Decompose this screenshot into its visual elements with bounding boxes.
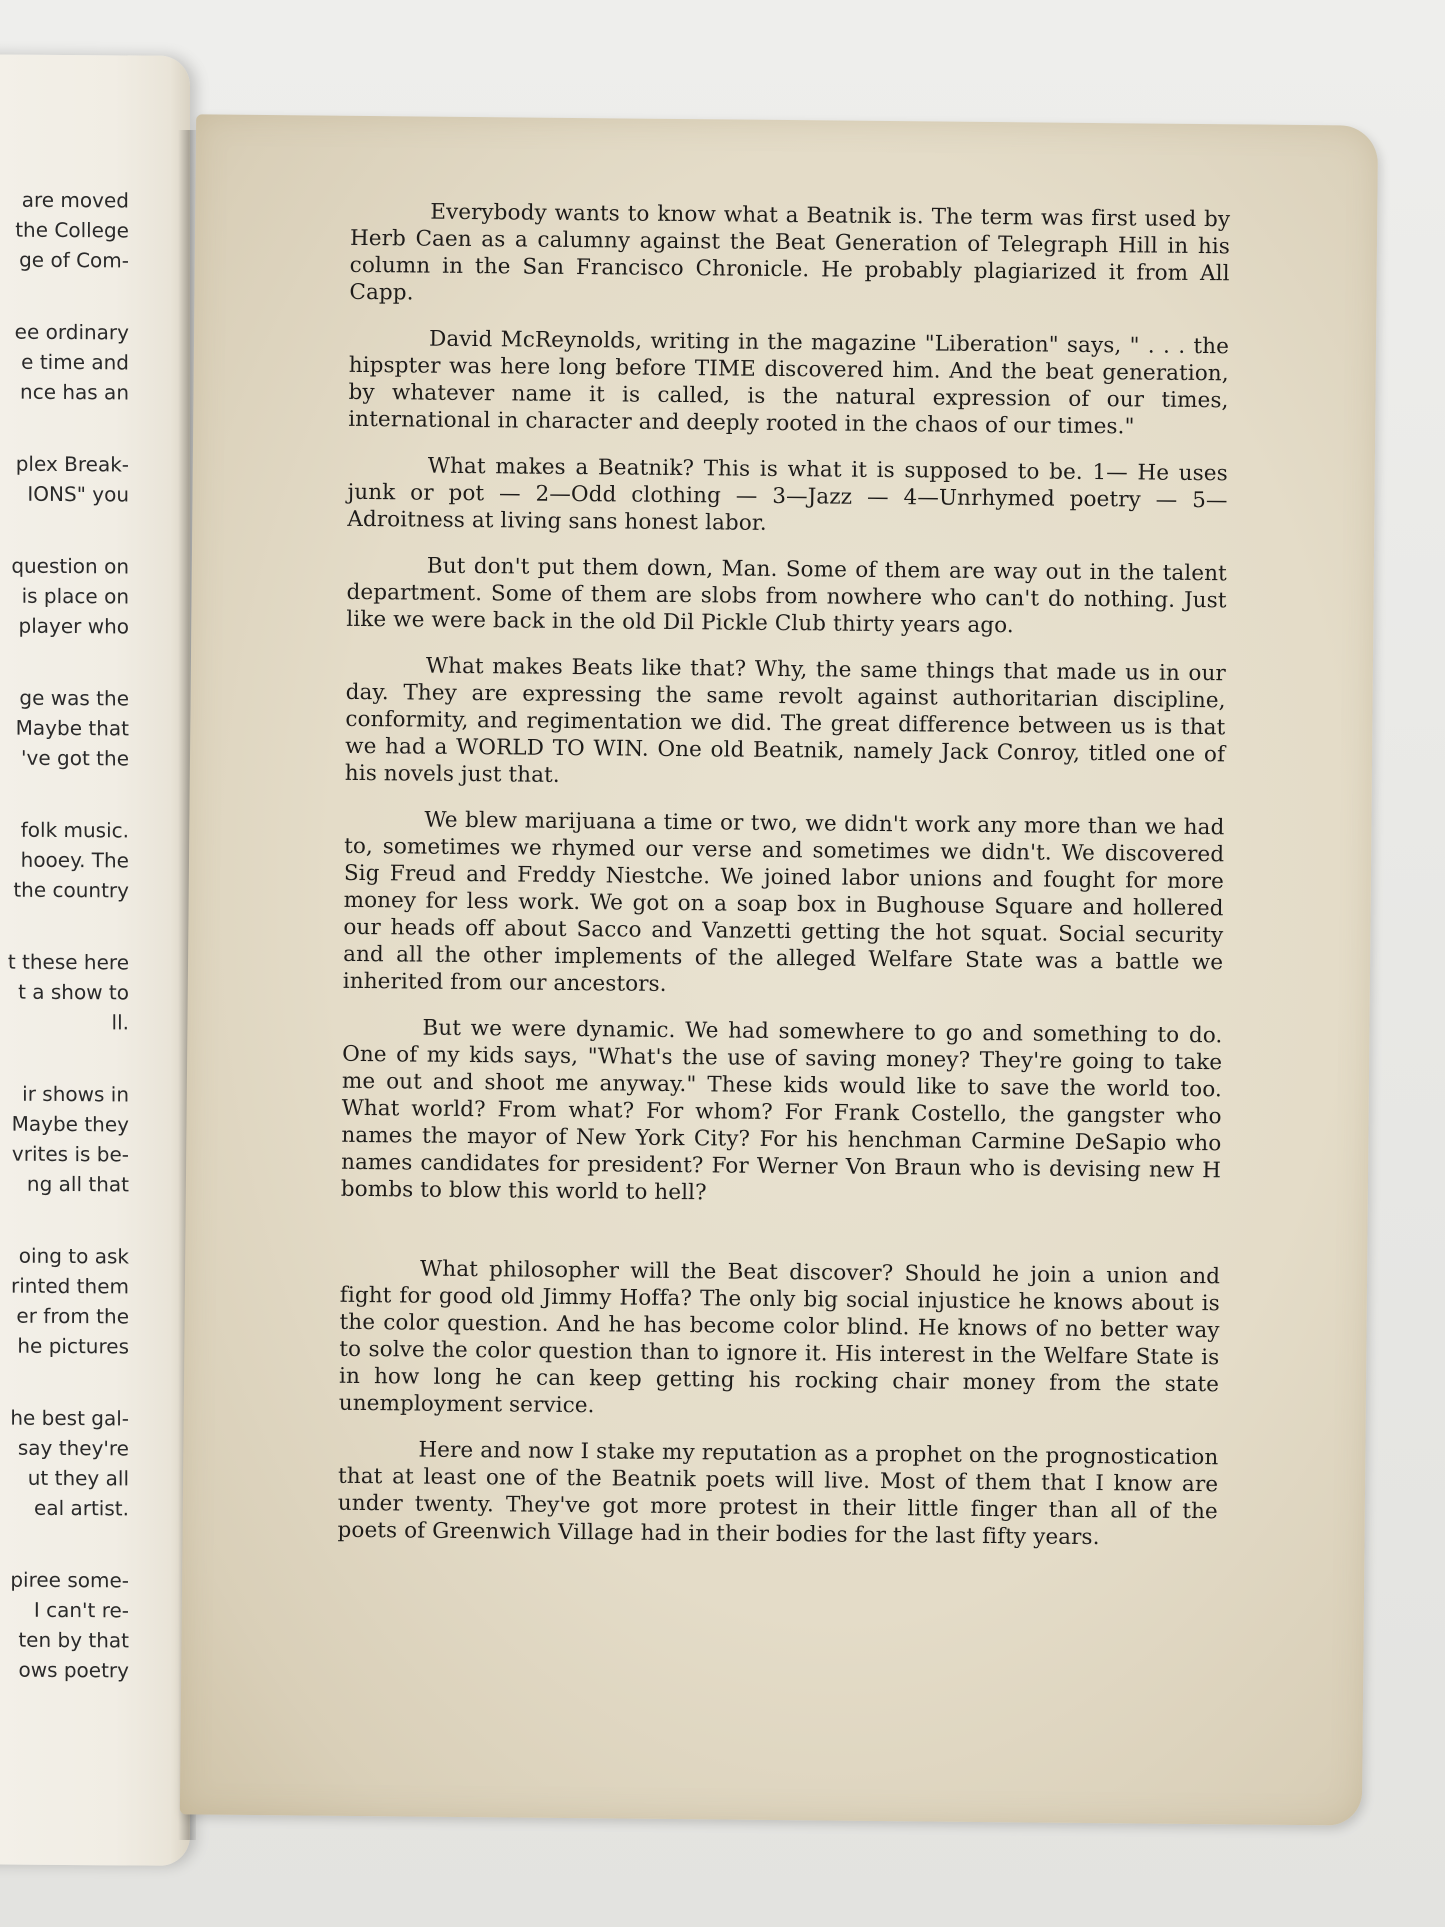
left-page-line: ll. bbox=[111, 1010, 129, 1035]
left-page-line: ee ordinary bbox=[14, 319, 129, 345]
left-page-gap bbox=[0, 1037, 190, 1080]
left-page-line: say they're bbox=[17, 1435, 129, 1461]
left-page-gap bbox=[0, 1523, 190, 1566]
left-page-line: ir shows in bbox=[22, 1081, 129, 1107]
left-page-line: ge of Com- bbox=[19, 247, 129, 273]
left-page-line: Maybe they bbox=[11, 1111, 129, 1137]
left-page-line: are moved bbox=[21, 187, 129, 213]
left-page-line: rinted them bbox=[11, 1273, 129, 1299]
left-page-line: er from the bbox=[16, 1303, 129, 1329]
paragraph: David McReynolds, writing in the magazine "Liberation" says, " . . . the hipspter was here long before TIME discovered him. And the beat generation, by whatever name it is called, is the natural expression of our times, international in character and deeply rooted in the chaos of our times." bbox=[348, 326, 1230, 440]
left-page-line: piree some- bbox=[10, 1567, 129, 1593]
paragraph: Everybody wants to know what a Beatnik is. The term was first used by Herb Caen as a calumny against the Beat Generation of Telegraph Hill in his column in the San Francisco Chronicle. He probably plagiarized it from All Capp. bbox=[349, 199, 1231, 306]
left-page-line: ten by that bbox=[18, 1627, 129, 1653]
left-page-line: hooey. The bbox=[20, 847, 129, 873]
left-page bbox=[0, 54, 190, 1866]
paragraph: What philosopher will the Beat discover? Should he join a union and fight for good old Jimmy Hoffa? The only big social injustice he knows about is the color question. And he has become color blind. He knows of no better way to solve the color question than to ignore it. His interest in the Welfare State is in how long he can keep getting his rocking chair money from the state unemployment service. bbox=[338, 1256, 1221, 1419]
left-page-line: folk music. bbox=[20, 817, 129, 843]
left-page-line: e time and bbox=[21, 349, 129, 375]
article-body bbox=[337, 198, 1230, 1571]
left-page-line: IONS" you bbox=[27, 481, 129, 507]
left-page-line: player who bbox=[18, 613, 129, 639]
left-page-line: t these here bbox=[7, 949, 129, 975]
left-page-line: eal artist. bbox=[34, 1495, 129, 1521]
left-page-line: plex Break- bbox=[15, 451, 129, 477]
paragraph: But we were dynamic. We had somewhere to go and something to do. One of my kids says, "What's the use of saving money? They're going to take me out and shoot me anyway." These kids would like to save the world too. What world? From what? For whom? For Frank Costello, the gangster who names the mayor of New York City? For his henchman Carmine DeSapio who names candidates for president? For Werner Von Braun who is devising new H bombs to blow this world to hell? bbox=[340, 1015, 1223, 1206]
left-page-gap bbox=[0, 773, 190, 816]
left-page-line: 've got the bbox=[21, 745, 129, 771]
left-page-gap bbox=[0, 905, 190, 948]
left-page-text bbox=[0, 185, 190, 1686]
left-page-line: Maybe that bbox=[15, 715, 129, 741]
left-page-gap bbox=[0, 641, 190, 684]
paragraph: But don't put them down, Man. Some of them are way out in the talent department. Some of them are slobs from nowhere who can't do nothing. Just like we were back in the old Dil Pickle Club thirty years ago. bbox=[346, 553, 1227, 639]
left-page-line: vrites is be- bbox=[11, 1141, 129, 1167]
left-page-line: I can't re- bbox=[33, 1597, 129, 1623]
left-page-gap bbox=[0, 1361, 190, 1404]
left-page-line: ng all that bbox=[26, 1171, 129, 1197]
left-page-line: t a show to bbox=[18, 979, 129, 1005]
left-page-line: oing to ask bbox=[18, 1243, 129, 1269]
paragraph: What makes Beats like that? Why, the same things that made us in our day. They are expressing the same revolt against authoritarian discipline, conformity, and regimentation we did. The great difference between us is that we had a WORLD TO WIN. One old Beatnik, namely Jack Conroy, titled one of his novels just that. bbox=[344, 653, 1226, 788]
left-page-gap bbox=[0, 275, 190, 318]
left-page-line: the country bbox=[13, 877, 129, 903]
left-page-line: nce has an bbox=[20, 379, 129, 405]
left-page-gap bbox=[0, 1199, 190, 1242]
left-page-line: ows poetry bbox=[18, 1657, 129, 1683]
left-page-gap bbox=[0, 509, 190, 552]
paragraph: Here and now I stake my reputation as a prophet on the prognostication that at least one of the Beatnik poets will live. Most of them that I know are under twenty. They've got more protest in their little finger than all of the poets of Greenwich Village had in their bodies for the last fifty years. bbox=[337, 1437, 1219, 1551]
left-page-line: he best gal- bbox=[10, 1405, 129, 1431]
left-page-line: is place on bbox=[21, 583, 129, 609]
paragraph: We blew marijuana a time or two, we didn't work any more than we had to, sometimes we rhymed our verse and sometimes we didn't. We discovered Sig Freud and Freddy Niestche. We joined labor unions and fought for more money for less work. We got on a soap box in Bughouse Square and hollered our heads off about Sacco and Vanzetti getting the hot squat. Social security and all the other implements of the alleged Welfare State was a battle we inherited from our ancestors. bbox=[342, 807, 1225, 997]
paragraph: What makes a Beatnik? This is what it is supposed to be. 1— He uses junk or pot — 2—Odd clothing — 3—Jazz — 4—Unrhymed poetry — 5—Adroitness at living sans honest labor. bbox=[347, 453, 1228, 536]
left-page-gap bbox=[0, 407, 190, 450]
right-page bbox=[180, 114, 1378, 1825]
left-page-line: ut they all bbox=[27, 1465, 129, 1491]
left-page-line: question on bbox=[11, 553, 129, 579]
left-page-line: the College bbox=[15, 217, 129, 243]
left-page-line: he pictures bbox=[17, 1333, 129, 1359]
left-page-line: ge was the bbox=[19, 685, 129, 711]
